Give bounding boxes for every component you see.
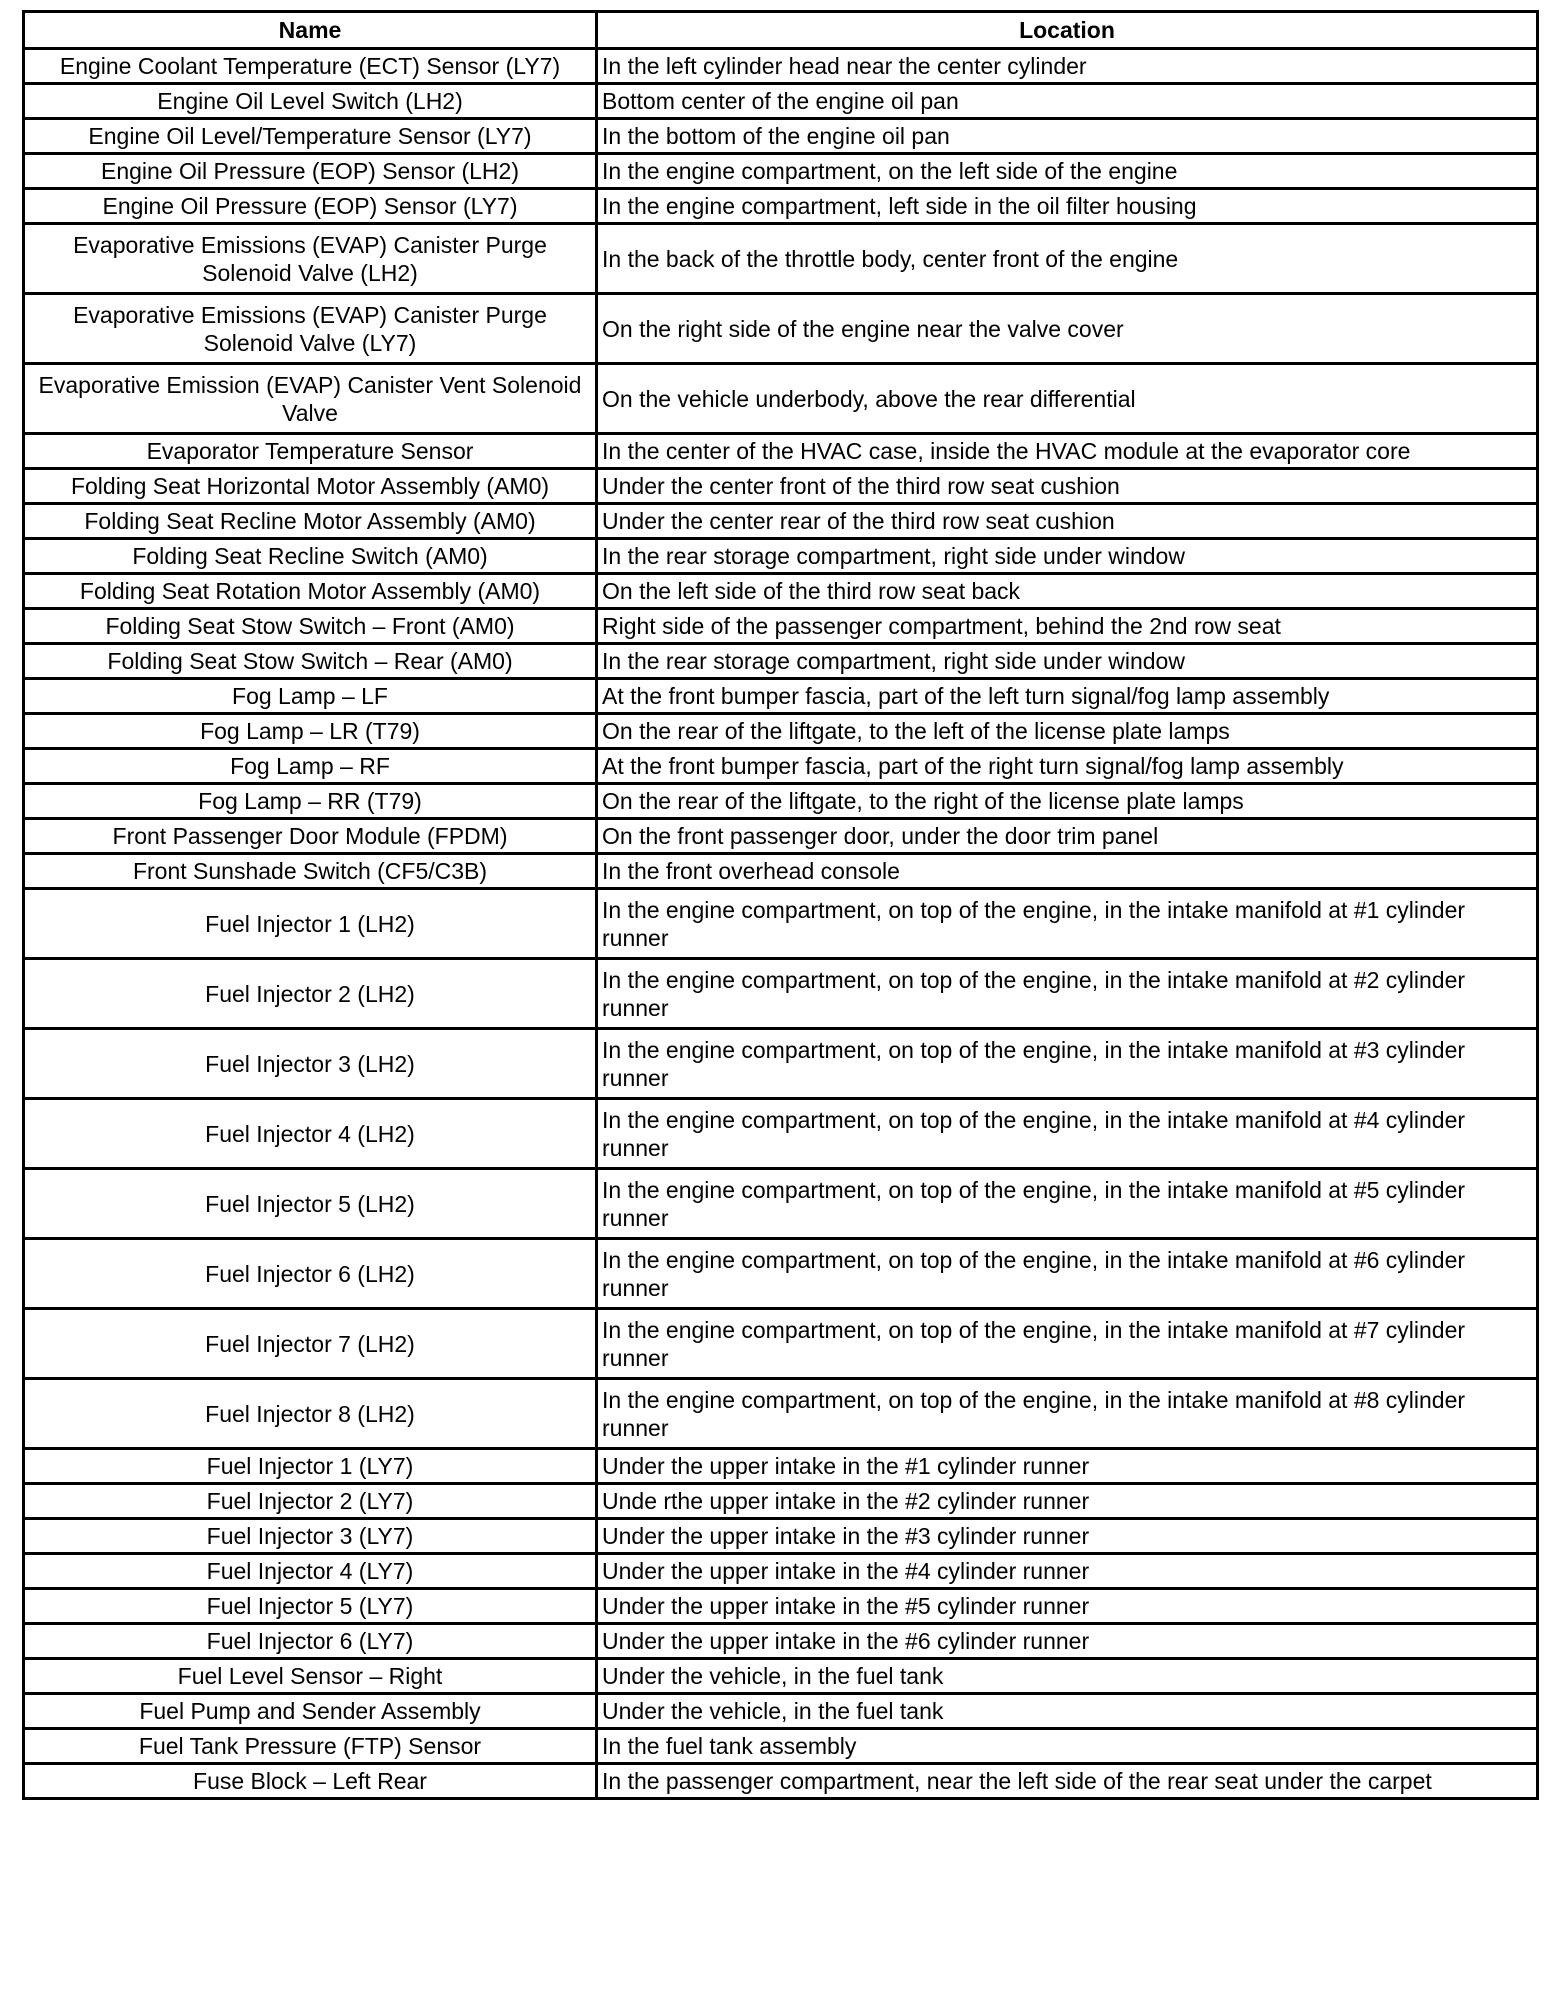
table-row bbox=[24, 1309, 1538, 1379]
table-row bbox=[24, 154, 1538, 189]
component-location-cell: In the engine compartment, on the left side of the engine bbox=[597, 154, 1538, 189]
component-location-cell: Under the upper intake in the #5 cylinder runner bbox=[597, 1589, 1538, 1624]
component-location-cell: Under the upper intake in the #3 cylinder runner bbox=[597, 1519, 1538, 1554]
table-row bbox=[24, 224, 1538, 294]
component-name-cell: Fuse Block – Left Rear bbox=[24, 1764, 597, 1799]
component-name-cell: Fog Lamp – LF bbox=[24, 679, 597, 714]
component-name-cell: Front Passenger Door Module (FPDM) bbox=[24, 819, 597, 854]
component-name-cell: Engine Coolant Temperature (ECT) Sensor (LY7) bbox=[24, 49, 597, 84]
component-name-cell: Evaporative Emissions (EVAP) Canister Purge Solenoid Valve (LH2) bbox=[24, 224, 597, 294]
component-location-cell: In the engine compartment, on top of the engine, in the intake manifold at #6 cylinder runner bbox=[597, 1239, 1538, 1309]
component-name-cell: Fuel Tank Pressure (FTP) Sensor bbox=[24, 1729, 597, 1764]
table-row bbox=[24, 1379, 1538, 1449]
component-name-cell: Evaporator Temperature Sensor bbox=[24, 434, 597, 469]
component-name-cell: Fuel Injector 6 (LY7) bbox=[24, 1624, 597, 1659]
table-row bbox=[24, 1659, 1538, 1694]
component-name-cell: Front Sunshade Switch (CF5/C3B) bbox=[24, 854, 597, 889]
component-location-table bbox=[22, 10, 1539, 1800]
component-name-cell: Fuel Pump and Sender Assembly bbox=[24, 1694, 597, 1729]
component-name-cell: Engine Oil Level/Temperature Sensor (LY7) bbox=[24, 119, 597, 154]
component-location-cell: In the engine compartment, on top of the engine, in the intake manifold at #2 cylinder runner bbox=[597, 959, 1538, 1029]
component-location-cell: In the rear storage compartment, right side under window bbox=[597, 539, 1538, 574]
component-location-cell: Under the upper intake in the #6 cylinder runner bbox=[597, 1624, 1538, 1659]
component-location-cell: On the left side of the third row seat back bbox=[597, 574, 1538, 609]
table-header bbox=[24, 12, 1538, 49]
table-row bbox=[24, 749, 1538, 784]
table-body bbox=[24, 49, 1538, 1799]
component-location-cell: On the front passenger door, under the door trim panel bbox=[597, 819, 1538, 854]
component-name-cell: Engine Oil Level Switch (LH2) bbox=[24, 84, 597, 119]
table-row bbox=[24, 1764, 1538, 1799]
component-location-cell: On the rear of the liftgate, to the left of the license plate lamps bbox=[597, 714, 1538, 749]
table-row bbox=[24, 1554, 1538, 1589]
table-row bbox=[24, 434, 1538, 469]
table-row bbox=[24, 784, 1538, 819]
table-row bbox=[24, 1099, 1538, 1169]
table-row bbox=[24, 714, 1538, 749]
component-name-cell: Fuel Injector 5 (LY7) bbox=[24, 1589, 597, 1624]
table-row bbox=[24, 364, 1538, 434]
component-location-cell: Under the upper intake in the #4 cylinder runner bbox=[597, 1554, 1538, 1589]
component-location-cell: Under the vehicle, in the fuel tank bbox=[597, 1659, 1538, 1694]
table-row bbox=[24, 609, 1538, 644]
component-location-cell: In the passenger compartment, near the left side of the rear seat under the carpet bbox=[597, 1764, 1538, 1799]
component-location-cell: Bottom center of the engine oil pan bbox=[597, 84, 1538, 119]
component-name-cell: Folding Seat Recline Switch (AM0) bbox=[24, 539, 597, 574]
component-location-cell: In the front overhead console bbox=[597, 854, 1538, 889]
component-location-cell: In the back of the throttle body, center front of the engine bbox=[597, 224, 1538, 294]
component-location-cell: At the front bumper fascia, part of the left turn signal/fog lamp assembly bbox=[597, 679, 1538, 714]
table-row bbox=[24, 1694, 1538, 1729]
component-name-cell: Folding Seat Stow Switch – Front (AM0) bbox=[24, 609, 597, 644]
table-row bbox=[24, 1729, 1538, 1764]
component-name-cell: Evaporative Emissions (EVAP) Canister Purge Solenoid Valve (LY7) bbox=[24, 294, 597, 364]
component-name-cell: Fuel Injector 1 (LH2) bbox=[24, 889, 597, 959]
table-row bbox=[24, 959, 1538, 1029]
location-column-header: Location bbox=[597, 12, 1538, 49]
component-location-cell: In the center of the HVAC case, inside the HVAC module at the evaporator core bbox=[597, 434, 1538, 469]
table-row bbox=[24, 1029, 1538, 1099]
component-location-cell: In the engine compartment, left side in the oil filter housing bbox=[597, 189, 1538, 224]
component-location-cell: On the right side of the engine near the valve cover bbox=[597, 294, 1538, 364]
name-column-header: Name bbox=[24, 12, 597, 49]
component-location-cell: In the engine compartment, on top of the engine, in the intake manifold at #8 cylinder runner bbox=[597, 1379, 1538, 1449]
component-location-cell: Under the upper intake in the #1 cylinder runner bbox=[597, 1449, 1538, 1484]
table-row bbox=[24, 574, 1538, 609]
component-name-cell: Fuel Injector 3 (LH2) bbox=[24, 1029, 597, 1099]
table-row bbox=[24, 644, 1538, 679]
component-location-cell: Under the center rear of the third row seat cushion bbox=[597, 504, 1538, 539]
table-row bbox=[24, 679, 1538, 714]
table-row bbox=[24, 119, 1538, 154]
table-row bbox=[24, 49, 1538, 84]
component-location-sheet bbox=[22, 10, 1536, 1800]
component-location-cell: In the engine compartment, on top of the engine, in the intake manifold at #5 cylinder runner bbox=[597, 1169, 1538, 1239]
component-name-cell: Folding Seat Horizontal Motor Assembly (AM0) bbox=[24, 469, 597, 504]
component-name-cell: Engine Oil Pressure (EOP) Sensor (LY7) bbox=[24, 189, 597, 224]
component-location-cell: In the engine compartment, on top of the engine, in the intake manifold at #7 cylinder runner bbox=[597, 1309, 1538, 1379]
component-name-cell: Fuel Injector 4 (LY7) bbox=[24, 1554, 597, 1589]
component-location-cell: Under the vehicle, in the fuel tank bbox=[597, 1694, 1538, 1729]
component-name-cell: Fuel Injector 2 (LY7) bbox=[24, 1484, 597, 1519]
component-name-cell: Folding Seat Rotation Motor Assembly (AM0) bbox=[24, 574, 597, 609]
table-row bbox=[24, 1169, 1538, 1239]
component-location-cell: At the front bumper fascia, part of the right turn signal/fog lamp assembly bbox=[597, 749, 1538, 784]
component-name-cell: Fuel Injector 3 (LY7) bbox=[24, 1519, 597, 1554]
table-row bbox=[24, 1484, 1538, 1519]
table-row bbox=[24, 1589, 1538, 1624]
component-location-cell: Under the center front of the third row seat cushion bbox=[597, 469, 1538, 504]
table-row bbox=[24, 854, 1538, 889]
component-location-cell: Unde rthe upper intake in the #2 cylinder runner bbox=[597, 1484, 1538, 1519]
component-name-cell: Fuel Injector 4 (LH2) bbox=[24, 1099, 597, 1169]
component-name-cell: Folding Seat Recline Motor Assembly (AM0) bbox=[24, 504, 597, 539]
component-name-cell: Fuel Level Sensor – Right bbox=[24, 1659, 597, 1694]
table-row bbox=[24, 1519, 1538, 1554]
table-row bbox=[24, 504, 1538, 539]
component-name-cell: Fog Lamp – RR (T79) bbox=[24, 784, 597, 819]
component-name-cell: Fuel Injector 2 (LH2) bbox=[24, 959, 597, 1029]
component-name-cell: Evaporative Emission (EVAP) Canister Vent Solenoid Valve bbox=[24, 364, 597, 434]
table-row bbox=[24, 539, 1538, 574]
table-row bbox=[24, 1624, 1538, 1659]
component-name-cell: Fog Lamp – LR (T79) bbox=[24, 714, 597, 749]
component-location-cell: In the left cylinder head near the center cylinder bbox=[597, 49, 1538, 84]
component-location-cell: In the engine compartment, on top of the engine, in the intake manifold at #1 cylinder runner bbox=[597, 889, 1538, 959]
component-location-cell: In the engine compartment, on top of the engine, in the intake manifold at #3 cylinder runner bbox=[597, 1029, 1538, 1099]
table-row bbox=[24, 469, 1538, 504]
component-location-cell: In the engine compartment, on top of the engine, in the intake manifold at #4 cylinder runner bbox=[597, 1099, 1538, 1169]
component-name-cell: Engine Oil Pressure (EOP) Sensor (LH2) bbox=[24, 154, 597, 189]
table-row bbox=[24, 889, 1538, 959]
header-row bbox=[24, 12, 1538, 49]
table-row bbox=[24, 1449, 1538, 1484]
component-location-cell: In the rear storage compartment, right side under window bbox=[597, 644, 1538, 679]
component-location-cell: In the fuel tank assembly bbox=[597, 1729, 1538, 1764]
table-row bbox=[24, 819, 1538, 854]
component-location-cell: On the rear of the liftgate, to the right of the license plate lamps bbox=[597, 784, 1538, 819]
component-name-cell: Fog Lamp – RF bbox=[24, 749, 597, 784]
table-row bbox=[24, 1239, 1538, 1309]
table-row bbox=[24, 84, 1538, 119]
component-name-cell: Fuel Injector 6 (LH2) bbox=[24, 1239, 597, 1309]
component-name-cell: Fuel Injector 5 (LH2) bbox=[24, 1169, 597, 1239]
component-name-cell: Folding Seat Stow Switch – Rear (AM0) bbox=[24, 644, 597, 679]
component-name-cell: Fuel Injector 8 (LH2) bbox=[24, 1379, 597, 1449]
table-row bbox=[24, 294, 1538, 364]
table-row bbox=[24, 189, 1538, 224]
component-location-cell: On the vehicle underbody, above the rear differential bbox=[597, 364, 1538, 434]
component-name-cell: Fuel Injector 7 (LH2) bbox=[24, 1309, 597, 1379]
component-name-cell: Fuel Injector 1 (LY7) bbox=[24, 1449, 597, 1484]
component-location-cell: In the bottom of the engine oil pan bbox=[597, 119, 1538, 154]
component-location-cell: Right side of the passenger compartment, behind the 2nd row seat bbox=[597, 609, 1538, 644]
